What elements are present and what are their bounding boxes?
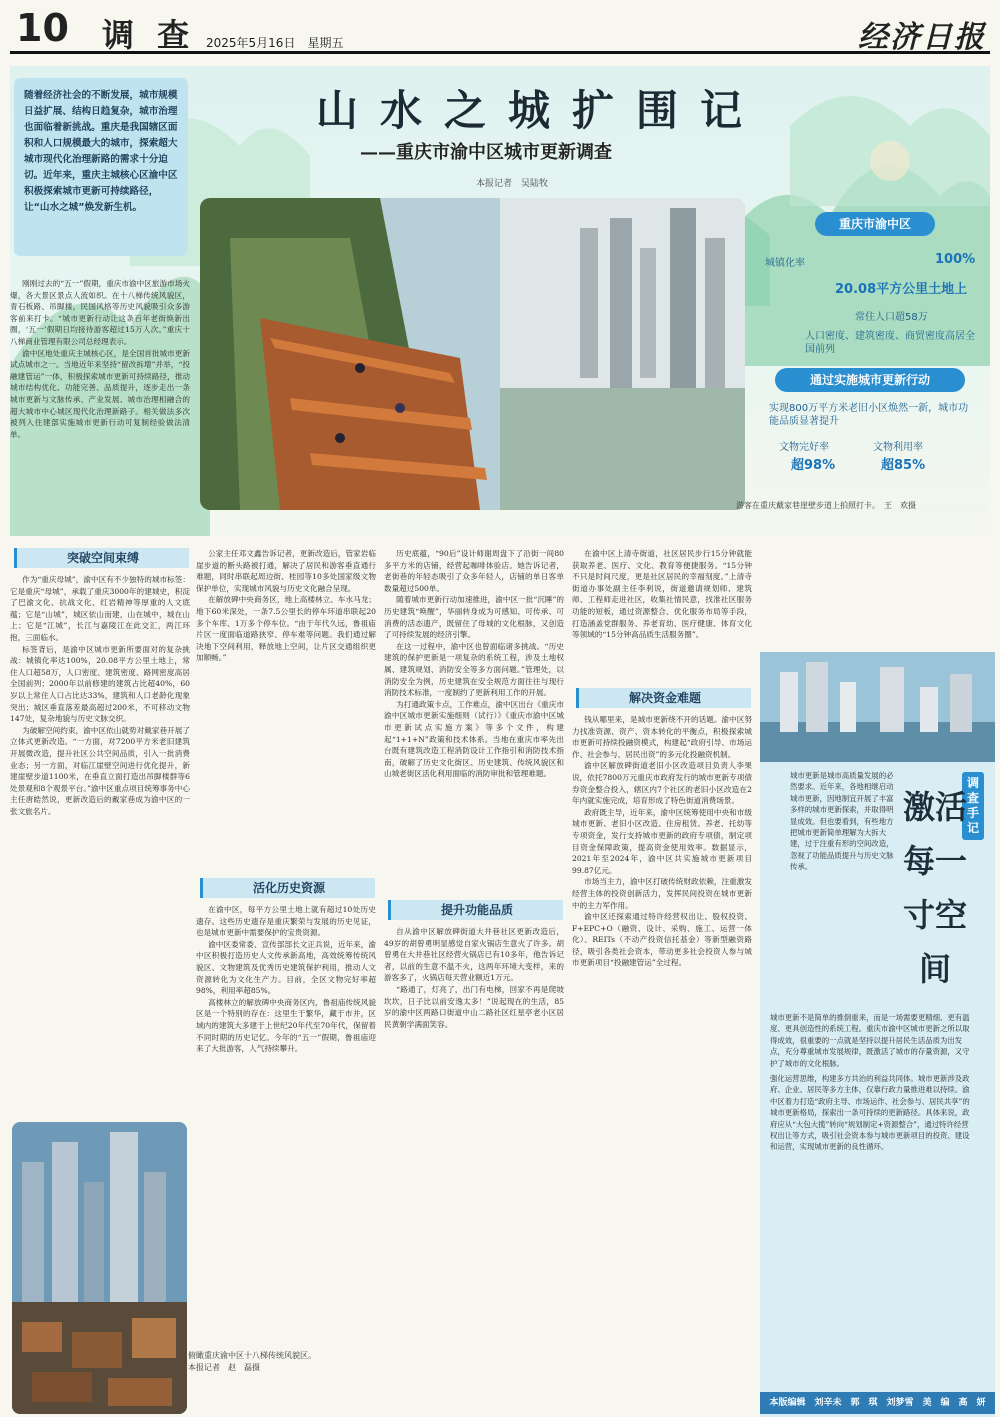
cliff-walkway-photo bbox=[200, 198, 745, 510]
caption-text: 俯瞰重庆渝中区十八梯传统风貌区。 本报记者 赵 磊摄 bbox=[188, 1351, 316, 1372]
main-photo bbox=[200, 198, 745, 510]
skyline-photo bbox=[12, 1122, 187, 1414]
paragraph: 公家主任邓文鑫告诉记者，更新改造后，管家岩临崖步道的断头路被打通，解决了居民和游客垂直通行难题，同时串联起周边街、桂园等10多处国家级文物保护单位，实现城市风貌与历史文化融合呈现。 bbox=[196, 549, 376, 593]
paragraph: 政府既主导，近年来，渝中区统筹使用中央和市级城市更新、老旧小区改造、住房租赁、养老、托幼等专项资金，发行支持城市更新的政府专项债，制定项目资金保障政策，提高资金使用效率。数据显示，2021年至2024年，渝中区共实施城市更新项目99.87亿元。 bbox=[572, 807, 752, 875]
article-column-3 bbox=[384, 926, 564, 1412]
paragraph: 强化运营思维，构建多方共治的利益共同体。城市更新涉及政府、企业、居民等多方主体，仅靠行政力量推进难以持续。渝中区着力打造“政府主导、市场运作、社会参与、居民共享”的城市更新格局，探索出一条可持续的更新路径。具体来说，政府应从“大包大揽”转向“规划制定+资源整合”，通过特许经营权出让等方式，吸引社会资本参与城市更新项目的投资、建设和运营，实现城市更新的良性循环。 bbox=[770, 1074, 970, 1152]
masthead bbox=[10, 6, 990, 55]
paragraph: 刚刚过去的“五一”假期，重庆市渝中区旅游市场火爆，各大景区景点人流如织。在十八梯传统风貌区，青石板路、吊脚楼，民国风格等历史风貌吸引众多游客前来打卡。“城市更新行动让这条百年老街焕新出圈，‘五一’假期日均接待游客超过15万人次。”重庆十八梯商业管理有限公司总经理表示。 bbox=[10, 279, 190, 346]
paragraph: 随着城市更新行动加速推进，渝中区一批“沉睡”的历史建筑“唤醒”，华丽转身成为可感知、可传承、可消费的活态遗产，既留住了母城的文化根脉，又创造了可持续发展的经济引擎。 bbox=[384, 595, 564, 640]
page-title: 山水之城扩围记 bbox=[315, 86, 764, 135]
paragraph: 在渝中区上清寺街道，社区居民步行15分钟就能获取养老、医疗、文化、教育等便捷服务。“15分钟不只是时间尺度，更是社区居民的幸福刻度。”上清寺街道办事处副主任李利说，街道邀请规划师、建筑师、工程师走进社区，收集社情民意，找准社区服务功能的短板，通过资源整合、优化服务布局等手段，打造涵盖党群服务、养老育幼、医疗健康、体育文化等领域的“15分钟高品质生活服务圈”。 bbox=[572, 549, 752, 640]
paragraph: 在渝中区，每平方公里土地上就有超过10处历史遗存。这些历史遗存是重庆繁荣与发展的历史见证，也是城市更新中需要保护的宝贵资源。 bbox=[196, 905, 376, 938]
paragraph: 市场当主力，渝中区打破传统财政依赖，注重激发经营主体的投资创新活力，发挥民间投资在城市更新中的主力军作用。 bbox=[572, 877, 752, 910]
paragraph: 历史底蕴，“90后”设计师谢周盘下了沿街一间80多平方米的店铺，经营起咖啡体验店。她告诉记者，老街巷的年轻态吸引了众多年轻人，店铺的单日客单数量超过500单。 bbox=[384, 549, 564, 593]
paragraph: 在解放碑中央商务区，地上高楼林立、车水马龙；地下60米深处，一条7.5公里长的停车环道串联起20多个车库、1万多个停车位。“由于年代久远，鲁祖庙片区一度面临道路狭窄、停车难等问题。我们通过解决地下空间利用，释放地上空间，让片区交通组织更加顺畅。” bbox=[196, 595, 376, 663]
reuse-label: 文物利用率 bbox=[873, 442, 923, 453]
article-column-3-top bbox=[384, 548, 564, 898]
paragraph: 渝中区委常委、宣传部部长文正兵说，近年来，渝中区积极打造历史人文传承新高地，高效统筹传统风貌区、文物建筑及优秀历史建筑保护利用，推动人文资源转化为文化生产力。目前，全区文物完好率超98%，利用率超85%。 bbox=[196, 939, 376, 996]
paragraph: 在这一过程中，渝中区也曾面临诸多挑战。“历史建筑的保护更新是一项复杂的系统工程，涉及土地权属、建筑规划、消防安全等多方面问题。”管理处，以消防安全为例，历史建筑在安全规范方面往往与现行消防技术标准，一度制约了更新利用工作的开展。 bbox=[384, 641, 564, 698]
reuse-value: 超85% bbox=[881, 458, 926, 473]
paragraph: 城市更新是城市高质量发展的必然要求。近年来，各地相继启动城市更新，因地制宜开展了丰富多样的城市更新探索，并取得明显成效。但也要看到，有些地方把城市更新简单理解为大拆大建，过于注重有形的空间改造，忽视了功能品质提升与历史文脉传承。 bbox=[790, 771, 894, 872]
action-text: 实现800万平方米老旧小区焕然一新，城市功能品质显著提升 bbox=[769, 403, 969, 427]
aerial-photo-caption bbox=[188, 1350, 358, 1374]
population-text: 常住人口超58万 bbox=[855, 312, 928, 323]
paragraph: 为打通政策卡点，工作难点，渝中区出台《重庆市渝中区城市更新实施细则（试行）》《重庆市渝中区城市更新试点实施方案》等多个文件，构建起“1+1+N”政策和技术体系。当地在重庆市率先出台既有建筑改造工程消防设计工作指引和消防技术指南，破解了历史文化街区、历史建筑、传统风貌区和山城老街区活化利用面临的消防审批和管理难题。 bbox=[384, 699, 564, 779]
paragraph: 自从渝中区解放碑街道大井巷社区更新改造后，49岁的胡曾勇明显感觉自家火锅店生意火了许多。胡曾勇在大井巷社区经营火锅店已有10多年，他告诉记者，以前的生意不温不火，这两年环境大变样，来的游客多了，火锅店每天营业额近1万元。 bbox=[384, 927, 564, 983]
paragraph: 钱从哪里来，是城市更新绕不开的话题。渝中区努力找准资源、资产、资本转化的平衡点，积极探索城市更新可持续投融资模式，构建起“政府引导、市场运作、社会参与、居民出资”的多元化投融资机制。 bbox=[572, 715, 752, 759]
river-city-photo bbox=[760, 652, 995, 762]
action-title: 通过实施城市更新行动 bbox=[775, 368, 965, 392]
section-heading-quality: 提升功能品质 bbox=[388, 900, 563, 920]
page-number: 10 bbox=[16, 6, 69, 50]
density-text: 人口密度、建筑密度、商贸密度高居全国前列 bbox=[805, 331, 975, 355]
section-heading-history: 活化历史资源 bbox=[200, 878, 375, 898]
lead-summary: 随着经济社会的不断发展，城市规模日益扩展、结构日趋复杂，城市治理也面临着新挑战。重庆是我国辖区面积和人口规模最大的城市，探索超大城市现代化治理新路的需求十分迫切。近年来，重庆主城核心区渝中区积极探索城市更新可持续路径，让“山水之城”焕发新生机。 bbox=[14, 78, 188, 256]
paragraph: 高楼林立的解放碑中央商务区内，鲁祖庙传统风貌区是一个特别的存在：这里生于繁华，藏于市井，区域内的建筑大多建于上世纪20年代至70年代，保留着不同时期的历史记忆。今年的“五一”假期，鲁祖庙迎来了大批游客，人气持续攀升。 bbox=[196, 997, 376, 1054]
section-heading-funding: 解决资金难题 bbox=[576, 688, 751, 708]
article-column-4 bbox=[572, 714, 752, 1412]
commentary-title: 激活每一寸空间 bbox=[902, 788, 967, 988]
paragraph: 为破解空间约束，渝中区依山就势对戴家巷开展了立体式更新改造。“一方面，对7200平方米老旧建筑开展微改造，提升社区公共空间品质，引入一批消费业态；另一方面，对临江崖壁空间进行优化提升，新建崖壁步道1100米，在垂直立面打造出吊脚楼群等6处景观和8个观景平台。”渝中区重点项目统筹事务中心主任唐皓然说，更新改造后的戴家巷成为渝中区的一张文旅名片。 bbox=[10, 725, 190, 816]
infographic bbox=[755, 208, 981, 494]
paragraph: 渝中区还探索通过特许经营权出让、股权投资、F+EPC+O（融资、设计、采购、施工、运营一体化）、REITs（不动产投资信托基金）等新型融资路径，吸引各类社会资本，带动更多社会投资人参与城市更新项目“投融建管运”全过程。 bbox=[572, 912, 752, 968]
commentary-tag: 调查手记 bbox=[962, 772, 984, 840]
paragraph: 标签背后，是渝中区城市更新所要面对的复杂挑战：城镇化率达100%，20.08平方公里土地上，常住人口超58万，人口密度、建筑密度、路网密度高居全国前列；2000年以前修建的建筑占比超40%，60岁以上常住人口占比达33%，建筑和人口老龄化现象突出；城区垂直落差最高超过200米，不可移动文物147处，复杂地貌与历史文脉交织。 bbox=[10, 644, 190, 724]
paragraph: 渝中区地处重庆主城核心区，是全国首批城市更新试点城市之一。当地近年来坚持“留改拆增”并举，“投融建管运”一体，积极探索城市更新可持续路径，推动城市结构优化、功能完善、品质提升，逐步走出一条城市更新与文脉传承、产业发展、城市治理相融合的超大城市中心城区现代化治理新路子。相关做法多次被列入住建部实施城市更新行动可复制经验做法清单。 bbox=[10, 348, 190, 439]
editor-credits: 本版编辑 刘辛未 郭 琪 刘梦雪 美 编 高 妍 bbox=[760, 1392, 995, 1414]
main-photo-caption: 游客在重庆戴家巷崖壁步道上拍照打卡。 王 欢摄 bbox=[736, 501, 916, 510]
paragraph: 作为“重庆母城”，渝中区有不少独特的城市标签：它是重庆“母城”，承载了重庆3000年的建城史，积淀了巴渝文化、抗战文化、红岩精神等厚重的人文底蕴；它是“山城”，城区依山而建，山在城中，城在山上；它是“江城”，长江与嘉陵江在此交汇，两江环抱，三面临水。 bbox=[10, 575, 190, 642]
paragraph: 渝中区解放碑街道老旧小区改造项目负责人李果说，依托7800万元重庆市政府发行的城市更新专项债券资金整合投入，辖区内7个社区的老旧小区改造在2年内就实施完成，培育形成了特色街道消费场景。 bbox=[572, 761, 752, 806]
byline: 本报记者 吴陆牧 bbox=[476, 179, 549, 189]
section-name: 调 查 bbox=[102, 16, 196, 54]
paragraph: “路通了，灯亮了，出门有电梯，回家不再是爬坡坎坎，日子比以前安逸太多！”说起现在的生活，85岁的渝中区两路口街道中山二路社区红星亭老小区居民黄朝学满面笑容。 bbox=[384, 984, 564, 1029]
newspaper-logo: 经济日报 bbox=[858, 20, 986, 55]
section-heading-breakthrough: 突破空间束缚 bbox=[14, 548, 189, 568]
commentary-text-1 bbox=[790, 770, 898, 873]
culture-label: 文物完好率 bbox=[779, 442, 829, 453]
urbanization-value: 100% bbox=[935, 252, 976, 267]
commentary-text-2 bbox=[770, 1012, 975, 1387]
article-column-4-top bbox=[572, 548, 752, 684]
article-column-1 bbox=[10, 574, 190, 1116]
culture-value: 超98% bbox=[791, 458, 836, 473]
article-column-1-top bbox=[10, 278, 190, 540]
article-column-2-top bbox=[196, 548, 376, 870]
area-text: 20.08平方公里土地上 bbox=[835, 282, 968, 297]
commentary-photo bbox=[760, 652, 995, 762]
aerial-photo bbox=[12, 1122, 187, 1414]
article-column-2 bbox=[196, 904, 376, 1116]
urbanization-label: 城镇化率 bbox=[765, 258, 805, 269]
issue-date: 2025年5月16日 星期五 bbox=[206, 36, 344, 50]
page-subtitle: ——重庆市渝中区城市更新调查 bbox=[360, 142, 612, 163]
paragraph: 城市更新不是简单的推倒重来，而是一场需要更精细、更有温度、更具创造性的系统工程。重庆市渝中区城市更新之所以取得成效，很重要的一点就是坚持以提升居民生活品质为出发点，充分尊重城市发展规律，既激活了城市的存量资源，又守护了城市的文化根脉。 bbox=[770, 1013, 970, 1068]
infographic-title: 重庆市渝中区 bbox=[815, 212, 935, 236]
